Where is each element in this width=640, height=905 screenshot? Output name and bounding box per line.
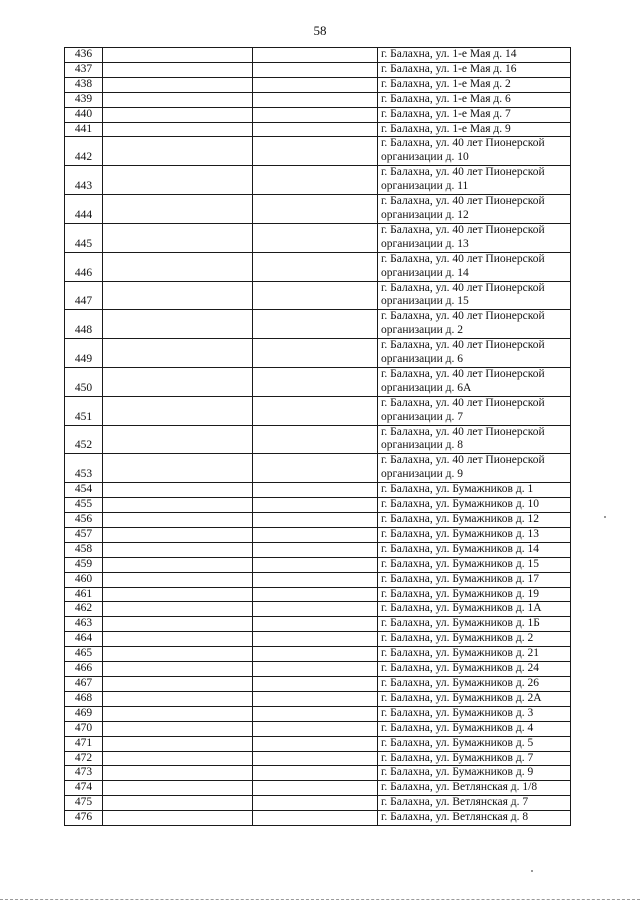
row-number: 469: [65, 706, 103, 721]
empty-cell: [103, 676, 253, 691]
empty-cell: [103, 498, 253, 513]
address-cell: [378, 339, 571, 368]
address-cell: г. Балахна, ул. Бумажников д. 19: [378, 587, 571, 602]
empty-cell: [103, 483, 253, 498]
address-line: г. Балахна, ул. 40 лет Пионерской: [381, 310, 545, 323]
empty-cell: [253, 527, 378, 542]
row-number: 475: [65, 796, 103, 811]
table-row: [65, 137, 571, 166]
row-number: 451: [65, 396, 103, 425]
row-number: 457: [65, 527, 103, 542]
address-line: организации д. 13: [381, 237, 469, 250]
table-row: [65, 396, 571, 425]
empty-cell: [103, 396, 253, 425]
row-number: 456: [65, 513, 103, 528]
empty-cell: [253, 396, 378, 425]
address-cell: г. Балахна, ул. Бумажников д. 2А: [378, 691, 571, 706]
empty-cell: [253, 223, 378, 252]
empty-cell: [103, 602, 253, 617]
address-cell: г. Балахна, ул. Бумажников д. 1Б: [378, 617, 571, 632]
empty-cell: [253, 811, 378, 826]
empty-cell: [253, 617, 378, 632]
scan-speck: [531, 870, 533, 872]
scan-speck: [604, 516, 606, 518]
address-line: организации д. 12: [381, 208, 469, 221]
empty-cell: [253, 647, 378, 662]
address-cell: г. Балахна, ул. Ветлянская д. 1/8: [378, 781, 571, 796]
address-line: организации д. 14: [381, 266, 469, 279]
address-cell: г. Балахна, ул. Ветлянская д. 8: [378, 811, 571, 826]
row-number: 441: [65, 122, 103, 137]
empty-cell: [253, 736, 378, 751]
table-row: [65, 498, 571, 513]
empty-cell: [253, 542, 378, 557]
address-cell: г. Балахна, ул. Бумажников д. 9: [378, 766, 571, 781]
empty-cell: [253, 781, 378, 796]
empty-cell: [103, 587, 253, 602]
row-number: 445: [65, 223, 103, 252]
table-row: [65, 632, 571, 647]
row-number: 468: [65, 691, 103, 706]
scan-edge-line: [0, 899, 640, 900]
address-cell: [378, 425, 571, 454]
empty-cell: [103, 454, 253, 483]
empty-cell: [103, 811, 253, 826]
empty-cell: [103, 781, 253, 796]
empty-cell: [103, 617, 253, 632]
address-cell: г. Балахна, ул. 1-е Мая д. 2: [378, 77, 571, 92]
row-number: 436: [65, 48, 103, 63]
empty-cell: [103, 223, 253, 252]
row-number: 443: [65, 166, 103, 195]
row-number: 467: [65, 676, 103, 691]
empty-cell: [253, 572, 378, 587]
empty-cell: [103, 425, 253, 454]
empty-cell: [253, 632, 378, 647]
address-cell: г. Балахна, ул. Бумажников д. 5: [378, 736, 571, 751]
empty-cell: [253, 310, 378, 339]
empty-cell: [103, 122, 253, 137]
address-cell: [378, 166, 571, 195]
table-row: [65, 281, 571, 310]
row-number: 460: [65, 572, 103, 587]
row-number: 454: [65, 483, 103, 498]
page-number: 58: [313, 23, 327, 38]
row-number: 450: [65, 367, 103, 396]
row-number: 449: [65, 339, 103, 368]
address-cell: [378, 137, 571, 166]
row-number: 473: [65, 766, 103, 781]
empty-cell: [103, 751, 253, 766]
empty-cell: [103, 706, 253, 721]
address-cell: г. Балахна, ул. Бумажников д. 13: [378, 527, 571, 542]
empty-cell: [103, 766, 253, 781]
address-line: организации д. 11: [381, 180, 469, 193]
table-row: [65, 195, 571, 224]
empty-cell: [253, 498, 378, 513]
address-line: организации д. 15: [381, 295, 469, 308]
address-cell: г. Балахна, ул. Бумажников д. 1: [378, 483, 571, 498]
address-line: организации д. 2: [381, 324, 463, 337]
empty-cell: [103, 542, 253, 557]
empty-cell: [103, 62, 253, 77]
empty-cell: [103, 557, 253, 572]
table-row: [65, 691, 571, 706]
table-row: [65, 107, 571, 122]
address-line: г. Балахна, ул. 40 лет Пионерской: [381, 166, 545, 179]
row-number: 458: [65, 542, 103, 557]
address-line: г. Балахна, ул. 40 лет Пионерской: [381, 454, 545, 467]
empty-cell: [103, 252, 253, 281]
empty-cell: [103, 310, 253, 339]
table-row: [65, 706, 571, 721]
address-cell: г. Балахна, ул. Бумажников д. 1А: [378, 602, 571, 617]
empty-cell: [103, 195, 253, 224]
empty-cell: [253, 691, 378, 706]
table-row: [65, 542, 571, 557]
row-number: 448: [65, 310, 103, 339]
table-row: [65, 587, 571, 602]
table-row: [65, 781, 571, 796]
address-cell: г. Балахна, ул. Бумажников д. 24: [378, 662, 571, 677]
row-number: 476: [65, 811, 103, 826]
empty-cell: [103, 796, 253, 811]
address-line: г. Балахна, ул. 40 лет Пионерской: [381, 425, 545, 438]
address-cell: г. Балахна, ул. Бумажников д. 2: [378, 632, 571, 647]
empty-cell: [253, 62, 378, 77]
address-line: г. Балахна, ул. 40 лет Пионерской: [381, 137, 545, 150]
row-number: 470: [65, 721, 103, 736]
empty-cell: [103, 736, 253, 751]
table-row: [65, 721, 571, 736]
empty-cell: [103, 48, 253, 63]
address-line: г. Балахна, ул. 40 лет Пионерской: [381, 396, 545, 409]
address-cell: г. Балахна, ул. Бумажников д. 10: [378, 498, 571, 513]
address-line: организации д. 8: [381, 439, 463, 452]
address-cell: г. Балахна, ул. 1-е Мая д. 16: [378, 62, 571, 77]
table-row: [65, 557, 571, 572]
address-cell: г. Балахна, ул. Бумажников д. 21: [378, 647, 571, 662]
address-table: [64, 47, 571, 826]
empty-cell: [253, 252, 378, 281]
address-cell: г. Балахна, ул. Бумажников д. 15: [378, 557, 571, 572]
table-row: [65, 527, 571, 542]
address-cell: г. Балахна, ул. Бумажников д. 26: [378, 676, 571, 691]
address-cell: г. Балахна, ул. 1-е Мая д. 9: [378, 122, 571, 137]
table-row: [65, 647, 571, 662]
empty-cell: [253, 706, 378, 721]
row-number: 439: [65, 92, 103, 107]
empty-cell: [253, 662, 378, 677]
empty-cell: [253, 195, 378, 224]
address-cell: [378, 281, 571, 310]
empty-cell: [253, 676, 378, 691]
table-row: [65, 766, 571, 781]
empty-cell: [253, 796, 378, 811]
address-line: г. Балахна, ул. 40 лет Пионерской: [381, 281, 545, 294]
table-row: [65, 796, 571, 811]
table-row: [65, 367, 571, 396]
address-cell: г. Балахна, ул. Бумажников д. 14: [378, 542, 571, 557]
table-row: [65, 223, 571, 252]
empty-cell: [103, 691, 253, 706]
row-number: 462: [65, 602, 103, 617]
address-line: организации д. 6А: [381, 381, 472, 394]
row-number: 440: [65, 107, 103, 122]
empty-cell: [253, 454, 378, 483]
table-row: [65, 122, 571, 137]
row-number: 465: [65, 647, 103, 662]
empty-cell: [253, 92, 378, 107]
address-line: организации д. 10: [381, 151, 469, 164]
table-row: [65, 339, 571, 368]
empty-cell: [253, 122, 378, 137]
table-row: [65, 811, 571, 826]
table-row: [65, 602, 571, 617]
empty-cell: [103, 281, 253, 310]
table-row: [65, 77, 571, 92]
empty-cell: [103, 77, 253, 92]
empty-cell: [253, 557, 378, 572]
empty-cell: [103, 527, 253, 542]
table-row: [65, 252, 571, 281]
address-cell: г. Балахна, ул. Бумажников д. 17: [378, 572, 571, 587]
empty-cell: [253, 513, 378, 528]
empty-cell: [253, 766, 378, 781]
address-cell: [378, 367, 571, 396]
address-cell: г. Балахна, ул. 1-е Мая д. 6: [378, 92, 571, 107]
row-number: 464: [65, 632, 103, 647]
empty-cell: [253, 721, 378, 736]
table-row: [65, 166, 571, 195]
row-number: 446: [65, 252, 103, 281]
row-number: 461: [65, 587, 103, 602]
row-number: 438: [65, 77, 103, 92]
address-line: г. Балахна, ул. 40 лет Пионерской: [381, 252, 545, 265]
row-number: 474: [65, 781, 103, 796]
empty-cell: [103, 92, 253, 107]
empty-cell: [103, 721, 253, 736]
empty-cell: [253, 339, 378, 368]
address-cell: г. Балахна, ул. Бумажников д. 4: [378, 721, 571, 736]
address-line: г. Балахна, ул. 40 лет Пионерской: [381, 223, 545, 236]
empty-cell: [103, 647, 253, 662]
address-cell: г. Балахна, ул. Бумажников д. 3: [378, 706, 571, 721]
empty-cell: [253, 77, 378, 92]
row-number: 471: [65, 736, 103, 751]
table-row: [65, 572, 571, 587]
empty-cell: [253, 107, 378, 122]
address-cell: г. Балахна, ул. 1-е Мая д. 14: [378, 48, 571, 63]
address-line: организации д. 9: [381, 468, 463, 481]
address-line: г. Балахна, ул. 40 лет Пионерской: [381, 195, 545, 208]
address-line: г. Балахна, ул. 40 лет Пионерской: [381, 367, 545, 380]
empty-cell: [253, 587, 378, 602]
table-row: [65, 425, 571, 454]
address-cell: [378, 396, 571, 425]
address-cell: г. Балахна, ул. 1-е Мая д. 7: [378, 107, 571, 122]
empty-cell: [253, 425, 378, 454]
empty-cell: [103, 632, 253, 647]
empty-cell: [103, 572, 253, 587]
table-row: [65, 454, 571, 483]
table-row: [65, 483, 571, 498]
table-row: [65, 310, 571, 339]
table-row: [65, 676, 571, 691]
address-cell: [378, 310, 571, 339]
address-line: организации д. 7: [381, 410, 463, 423]
empty-cell: [103, 137, 253, 166]
row-number: 442: [65, 137, 103, 166]
table-row: [65, 62, 571, 77]
table-row: [65, 92, 571, 107]
address-cell: [378, 454, 571, 483]
empty-cell: [253, 281, 378, 310]
row-number: 447: [65, 281, 103, 310]
empty-cell: [103, 513, 253, 528]
address-cell: [378, 223, 571, 252]
empty-cell: [253, 367, 378, 396]
row-number: 437: [65, 62, 103, 77]
table-row: [65, 662, 571, 677]
address-cell: [378, 252, 571, 281]
empty-cell: [253, 137, 378, 166]
row-number: 444: [65, 195, 103, 224]
empty-cell: [103, 367, 253, 396]
address-line: организации д. 6: [381, 353, 463, 366]
empty-cell: [253, 751, 378, 766]
address-cell: [378, 195, 571, 224]
row-number: 459: [65, 557, 103, 572]
table-row: [65, 617, 571, 632]
empty-cell: [103, 107, 253, 122]
row-number: 453: [65, 454, 103, 483]
empty-cell: [103, 662, 253, 677]
empty-cell: [253, 483, 378, 498]
empty-cell: [253, 48, 378, 63]
empty-cell: [103, 339, 253, 368]
empty-cell: [103, 166, 253, 195]
empty-cell: [253, 166, 378, 195]
row-number: 452: [65, 425, 103, 454]
address-cell: г. Балахна, ул. Бумажников д. 12: [378, 513, 571, 528]
empty-cell: [253, 602, 378, 617]
table-row: [65, 513, 571, 528]
row-number: 472: [65, 751, 103, 766]
address-line: г. Балахна, ул. 40 лет Пионерской: [381, 339, 545, 352]
table-row: [65, 48, 571, 63]
address-cell: г. Балахна, ул. Ветлянская д. 7: [378, 796, 571, 811]
table-row: [65, 736, 571, 751]
row-number: 463: [65, 617, 103, 632]
row-number: 466: [65, 662, 103, 677]
row-number: 455: [65, 498, 103, 513]
address-cell: г. Балахна, ул. Бумажников д. 7: [378, 751, 571, 766]
table-row: [65, 751, 571, 766]
